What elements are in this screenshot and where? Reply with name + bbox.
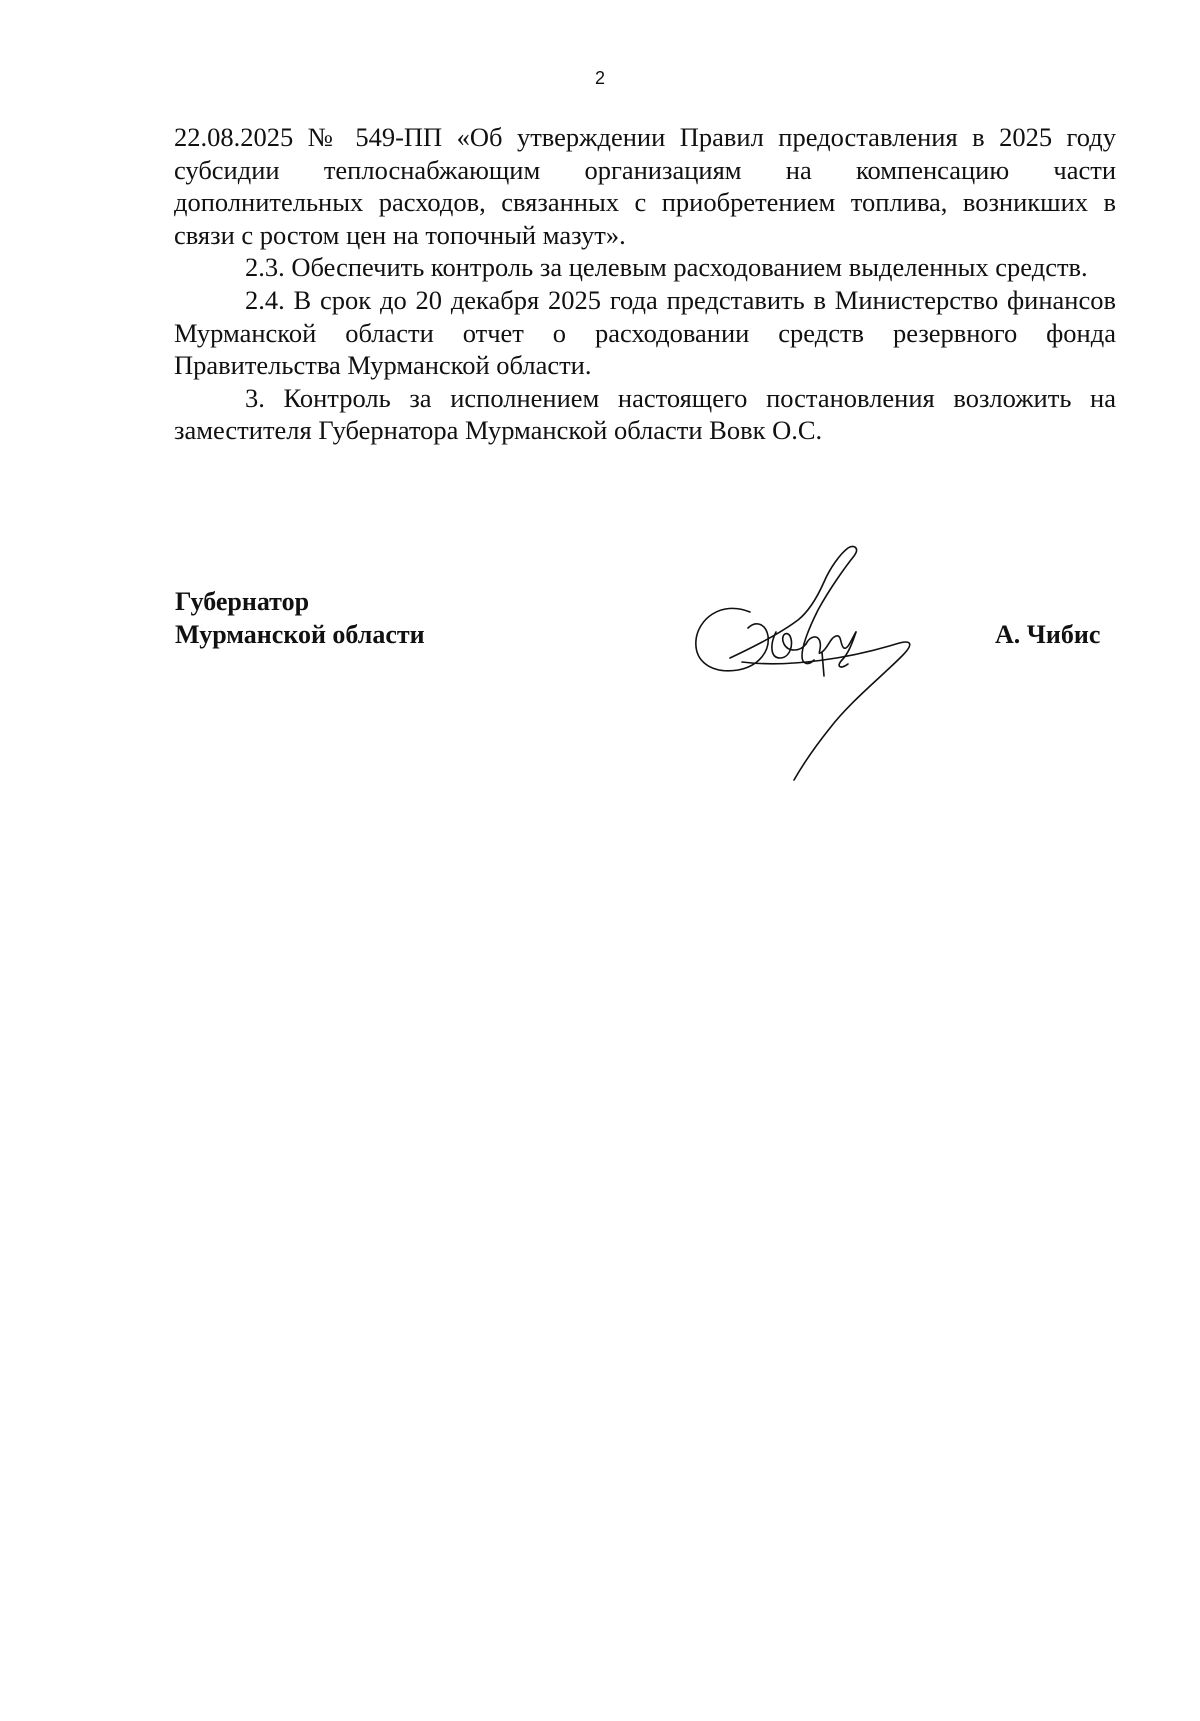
handwritten-signature-icon [690, 540, 960, 800]
signatory-title [175, 585, 425, 651]
signatory-name: А. Чибис [995, 620, 1101, 649]
paragraph-2-3: 2.3. Обеспечить контроль за целевым расходованием выделенных средств. [245, 252, 1088, 283]
paragraph-2-4: 2.4. В срок до 20 декабря 2025 года представить в Министерство финансов Мурманской области отчет о расходовании средств резервного фонда Правительства Мурманской области. [174, 284, 1116, 381]
signatory-title-line-1: Губернатор [175, 587, 310, 616]
page-number: 2 [594, 68, 605, 88]
document-body [174, 121, 1116, 447]
signatory-title-line-2: Мурманской области [175, 620, 425, 649]
paragraph-3: 3. Контроль за исполнением настоящего постановления возложить на заместителя Губернатора Мурманской области Вовк О.С. [174, 382, 1116, 446]
paragraph-continuation: 22.08.2025 № 549-ПП «Об утверждении Правил предоставления в 2025 году субсидии теплоснабжающим организациям на компенсацию части дополнительных расходов, связанных с приобретением топлива, возникших в связи с ростом цен на топочный мазут». [174, 122, 1116, 250]
